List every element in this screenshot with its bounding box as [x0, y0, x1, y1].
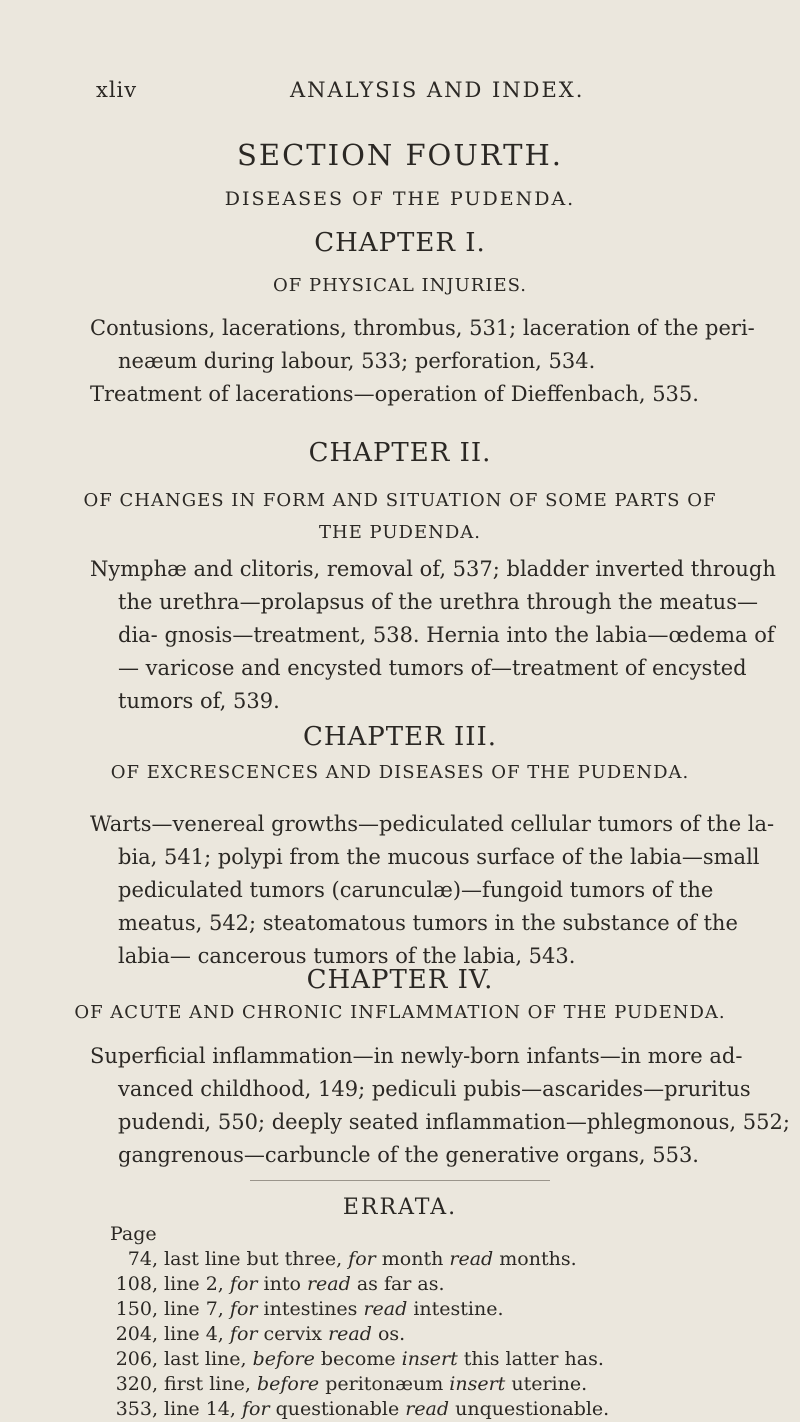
errata-row: 320, first line, before peritonæum insert uterine. — [115, 1373, 588, 1395]
entry-paragraph: Treatment of lacerations—operation of Dieffenbach, 535. — [90, 382, 699, 406]
chapter-entry — [90, 808, 790, 973]
section-subtitle: DISEASES OF THE PUDENDA. — [224, 188, 576, 210]
entry-paragraph: Contusions, lacerations, thrombus, 531; laceration of the peri- neæum during labour, 533; perforation, 534. — [90, 316, 755, 373]
chapter-entry — [90, 312, 790, 411]
page-folio: xliv — [96, 78, 138, 102]
errata-row: 150, line 7, for intestines read intestine. — [115, 1298, 504, 1320]
entry-paragraph: Nymphæ and clitoris, removal of, 537; bladder inverted through the urethra—prolapsus of the urethra through the meatus—dia- gnosis—treatment, 538. Hernia into the labia—œdema of— varicose and encysted tumors of—treatment of encysted tumors of, 539. — [90, 557, 776, 713]
entry-paragraph: Warts—venereal growths—pediculated cellular tumors of the la- bia, 541; polypi from the mucous surface of the labia—small pediculated tumors (carunculæ)—fungoid tumors of the meatus, 542; steatomatous tumors in the substance of the labia— cancerous tumors of the labia, 543. — [90, 812, 775, 968]
chapter-subheading: OF PHYSICAL INJURIES. — [272, 275, 527, 296]
section-title: SECTION FOURTH. — [237, 138, 563, 172]
errata-title: ERRATA. — [342, 1195, 458, 1220]
chapter-subheading: OF EXCRESCENCES AND DISEASES OF THE PUDENDA. — [110, 762, 690, 783]
chapter-subheading: OF ACUTE AND CHRONIC INFLAMMATION OF THE PUDENDA. — [74, 1002, 726, 1023]
divider — [250, 1180, 550, 1181]
errata-row: 204, line 4, for cervix read os. — [115, 1323, 406, 1345]
errata-list — [110, 1222, 710, 1422]
chapter-subheading: OF CHANGES IN FORM AND SITUATION OF SOME PARTS OF THE PUDENDA. — [83, 490, 717, 543]
errata-page-label: Page — [110, 1223, 157, 1245]
errata-row: 108, line 2, for into read as far as. — [115, 1273, 445, 1295]
chapter-heading: CHAPTER I. — [314, 228, 486, 258]
chapter-heading: CHAPTER IV. — [306, 965, 494, 995]
running-title: ANALYSIS AND INDEX. — [290, 78, 585, 102]
errata-row: 206, last line, before become insert this latter has. — [115, 1348, 604, 1370]
chapter-heading: CHAPTER III. — [302, 722, 498, 752]
chapter-entry — [90, 553, 790, 718]
running-head — [96, 78, 776, 108]
errata-row: 353, line 14, for questionable read unquestionable. — [115, 1398, 610, 1420]
chapter-entry — [90, 1040, 790, 1172]
errata-row: 74, last line but three, for month read months. — [127, 1248, 577, 1270]
chapter-heading: CHAPTER II. — [308, 438, 492, 468]
entry-paragraph: Superficial inflammation—in newly-born infants—in more ad- vanced childhood, 149; pediculi pubis—ascarides—pruritus pudendi, 550; deeply seated inflammation—phlegmonous, 552; gangrenous—carbuncle of the generative organs, 553. — [90, 1044, 790, 1167]
